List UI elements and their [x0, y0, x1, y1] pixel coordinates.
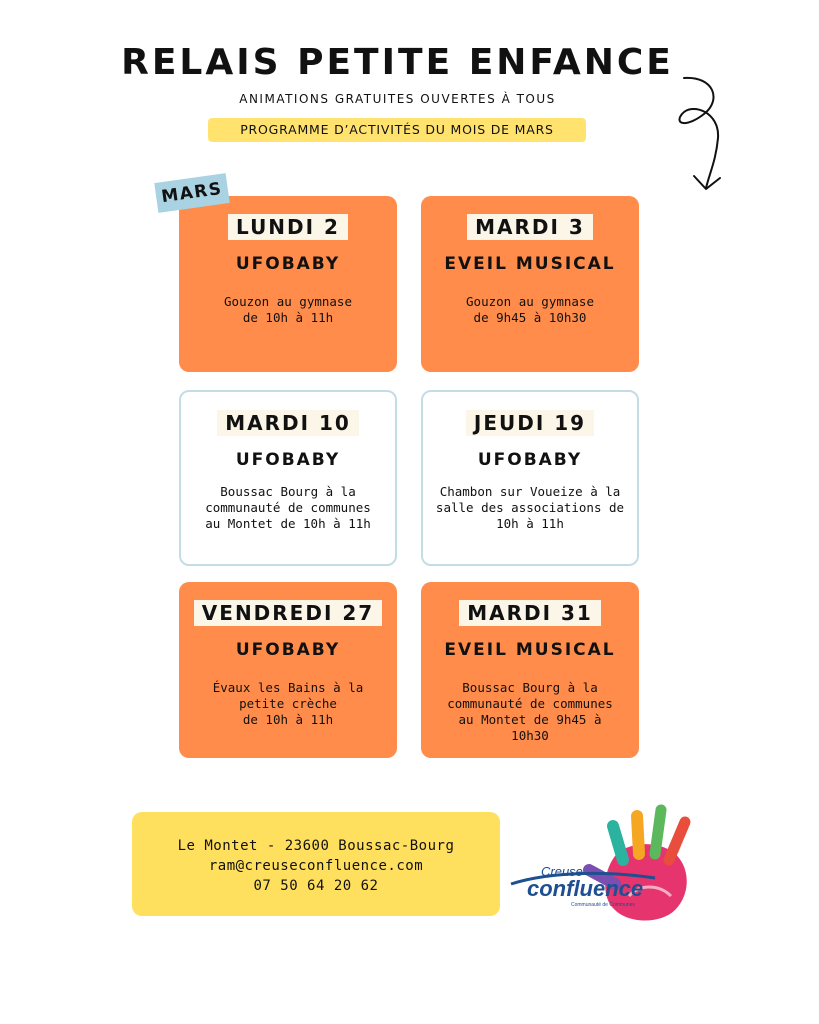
event-card — [421, 390, 639, 566]
event-day: MARDI 31 — [459, 600, 601, 626]
event-activity: EVEIL MUSICAL — [444, 640, 616, 660]
event-activity: UFOBABY — [235, 450, 341, 470]
event-day: MARDI 10 — [217, 410, 359, 436]
event-day: VENDREDI 27 — [194, 600, 382, 626]
event-card — [179, 582, 397, 758]
page-subtitle: ANIMATIONS GRATUITES OUVERTES À TOUS — [239, 92, 556, 106]
logo-line2: confluence — [527, 876, 644, 901]
curly-arrow-icon — [670, 72, 740, 197]
event-details: Boussac Bourg à la communauté de communes au Montet de 10h à 11h — [205, 484, 371, 531]
event-activity: UFOBABY — [477, 450, 583, 470]
event-card — [179, 390, 397, 566]
event-day: JEUDI 19 — [466, 410, 594, 436]
creuse-confluence-logo — [505, 800, 705, 940]
event-details: Gouzon au gymnase de 9h45 à 10h30 — [466, 294, 594, 325]
event-activity: UFOBABY — [235, 254, 341, 274]
contact-phone: 07 50 64 20 62 — [253, 878, 379, 894]
month-tag: MARS — [154, 173, 229, 213]
contact-email: ram@creuseconfluence.com — [208, 858, 424, 874]
event-card — [421, 196, 639, 372]
program-banner: PROGRAMME D’ACTIVITÉS DU MOIS DE MARS — [208, 118, 586, 142]
event-details: Gouzon au gymnase de 10h à 11h — [224, 294, 352, 325]
contact-box — [132, 812, 500, 916]
event-card — [421, 582, 639, 758]
event-details: Chambon sur Voueize à la salle des associations de 10h à 11h — [435, 484, 625, 531]
event-details: Boussac Bourg à la communauté de communes au Montet de 9h45 à 10h30 — [447, 680, 613, 743]
logo-line1: Creuse — [541, 864, 583, 879]
event-activity: UFOBABY — [235, 640, 341, 660]
page-title: RELAIS PETITE ENFANCE — [121, 42, 674, 83]
event-activity: EVEIL MUSICAL — [444, 254, 616, 274]
event-details: Évaux les Bains à la petite crèche de 10h à 11h — [212, 680, 364, 727]
contact-address: Le Montet - 23600 Boussac-Bourg — [177, 838, 455, 854]
logo-tagline: Communauté de Communes — [571, 902, 635, 908]
event-day: LUNDI 2 — [228, 214, 348, 240]
event-card — [179, 196, 397, 372]
event-day: MARDI 3 — [467, 214, 593, 240]
